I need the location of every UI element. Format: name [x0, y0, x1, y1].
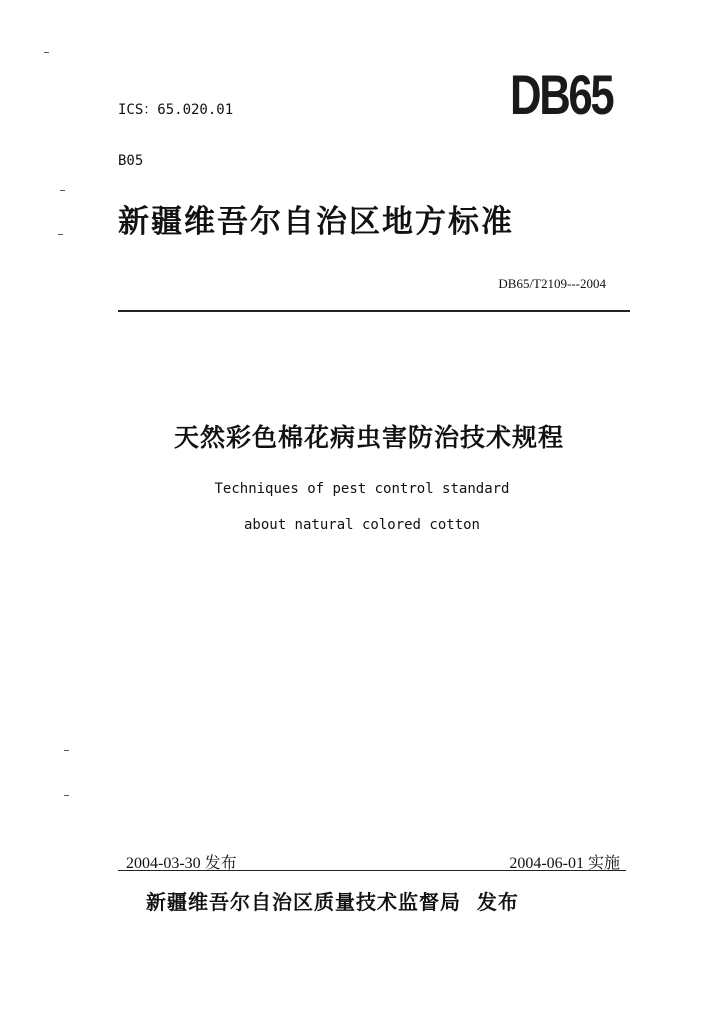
scan-mark [58, 234, 63, 235]
document-title-en-line2: about natural colored cotton [243, 517, 480, 533]
db65-logo: DB65 [510, 63, 613, 126]
ics-number: ICS：65.020.01 [118, 102, 234, 118]
issue-date: 2004-03-30 发布 [126, 855, 237, 872]
classification-code: B05 [118, 153, 144, 169]
scan-mark [44, 52, 49, 53]
implementation-date: 2004-06-01 实施 [509, 855, 620, 872]
document-title-cn: 天然彩色棉花病虫害防治技术规程 [174, 423, 565, 452]
standard-code: DB65/T2109---2004 [498, 276, 606, 291]
scan-mark [64, 750, 69, 751]
publisher: 新疆维吾尔自治区质量技术监督局 发布 [146, 890, 519, 914]
header-divider [118, 310, 630, 312]
dates-row [118, 850, 626, 871]
ics-block [118, 68, 233, 187]
document-title-en-line1: Techniques of pest control standard [214, 481, 510, 497]
scan-mark [64, 795, 69, 796]
standard-type-heading: 新疆维吾尔自治区地方标准 [118, 204, 514, 240]
scan-mark [60, 190, 65, 191]
